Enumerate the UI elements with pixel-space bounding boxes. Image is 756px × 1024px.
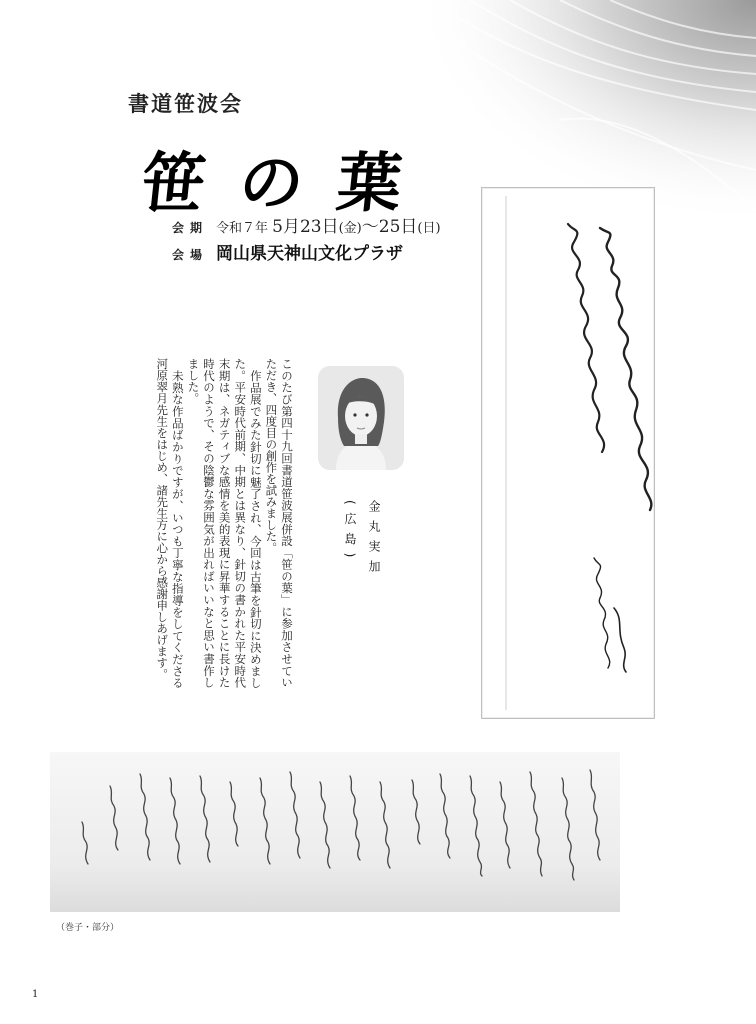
calligraphy-artwork bbox=[481, 187, 655, 719]
calligraphy-strokes bbox=[482, 188, 654, 718]
period-separator: ～ bbox=[361, 217, 379, 237]
period-prefix: 令和７年 bbox=[216, 221, 269, 236]
artist-statement bbox=[104, 358, 294, 688]
period-end-day: (日) bbox=[417, 221, 441, 236]
venue-value: 岡山県天神山文化プラザ bbox=[216, 244, 403, 264]
artist-name: 金丸実加 bbox=[367, 500, 381, 580]
exhibition-venue bbox=[172, 239, 403, 264]
statement-paragraph: 作品展でみた針切に魅了され、今回は古筆を針切に決めました。平安時代前期、中期とは異なり、針切の書かれた平安時代末期は、ネガティブな感情を美的表現に昇華することに長けた時代のようで、その陰鬱な雰囲気が出ればいいなと思い書作しました。 bbox=[186, 358, 263, 688]
artist-photo bbox=[318, 366, 404, 470]
exhibition-title: 笹の葉 bbox=[137, 146, 440, 221]
portrait-image bbox=[318, 366, 404, 470]
period-start-day: (金) bbox=[338, 221, 362, 236]
statement-paragraph: 未熟な作品ばかりですが、いつも丁寧な指導をしてくださる河原翠月先生をはじめ、諸先生方に心から感謝申しあげます。 bbox=[155, 358, 185, 688]
period-end: 25日 bbox=[378, 217, 418, 237]
page-number: 1 bbox=[32, 989, 39, 1000]
venue-label: 会場 bbox=[172, 248, 209, 262]
period-value bbox=[216, 212, 441, 237]
artwork-caption: （巻子・部分） bbox=[56, 923, 120, 933]
handscroll-artwork bbox=[50, 752, 620, 912]
organization-name: 書道笹波会 bbox=[128, 91, 243, 116]
artist-region: (広島) bbox=[343, 500, 357, 566]
exhibition-period bbox=[172, 212, 441, 237]
period-start: 5月23日 bbox=[272, 217, 339, 237]
statement-paragraph: このたび第四十九回書道笹波展併設「笹の葉」に参加させていただき、四度目の創作を試みました。 bbox=[264, 358, 294, 688]
period-label: 会期 bbox=[172, 221, 209, 235]
artist-name-block bbox=[343, 500, 386, 610]
handscroll-strokes bbox=[50, 752, 620, 912]
